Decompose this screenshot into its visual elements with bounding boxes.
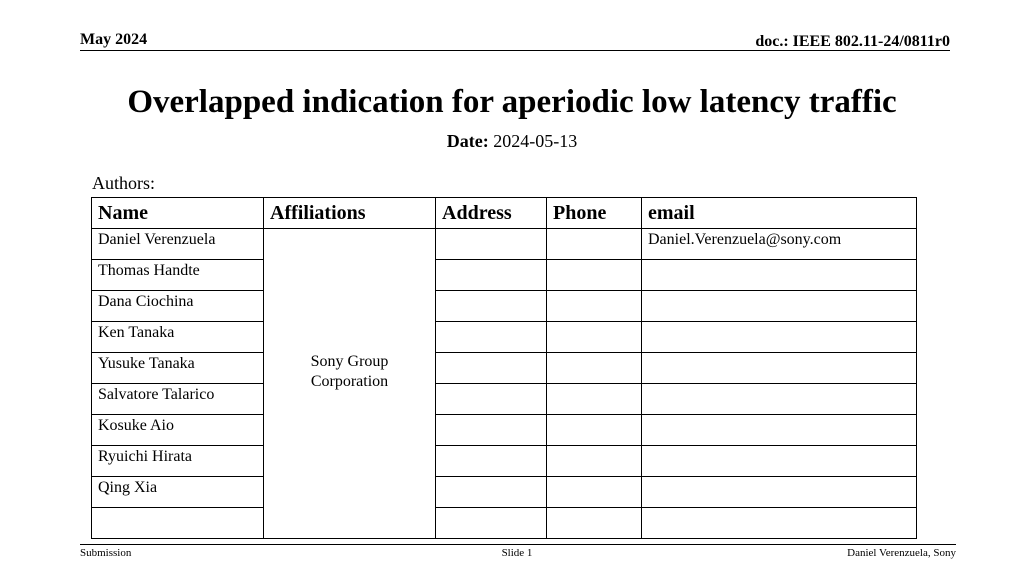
author-name-cell: Salvatore Talarico bbox=[92, 384, 264, 415]
author-name-cell: Ken Tanaka bbox=[92, 322, 264, 353]
address-cell bbox=[436, 229, 547, 260]
table-row bbox=[92, 291, 917, 322]
email-cell: Daniel.Verenzuela@sony.com bbox=[642, 229, 917, 260]
column-header-address: Address bbox=[436, 198, 547, 229]
phone-cell bbox=[547, 446, 642, 477]
table-row bbox=[92, 446, 917, 477]
address-cell bbox=[436, 353, 547, 384]
affiliation-cell: Sony Group Corporation bbox=[264, 229, 436, 539]
author-name-cell: Ryuichi Hirata bbox=[92, 446, 264, 477]
address-cell bbox=[436, 415, 547, 446]
date-value: 2024-05-13 bbox=[493, 131, 578, 151]
email-cell bbox=[642, 260, 917, 291]
table-row bbox=[92, 260, 917, 291]
email-cell bbox=[642, 291, 917, 322]
footer-slide-number: Slide 1 bbox=[501, 547, 533, 559]
email-cell bbox=[642, 384, 917, 415]
table-row bbox=[92, 353, 917, 384]
address-cell bbox=[436, 260, 547, 291]
authors-table-body bbox=[92, 229, 917, 539]
date-label: Date: bbox=[446, 131, 489, 151]
column-header-phone: Phone bbox=[547, 198, 642, 229]
header-doc-id: doc.: IEEE 802.11-24/0811r0 bbox=[755, 33, 950, 50]
table-row bbox=[92, 508, 917, 539]
table-row bbox=[92, 477, 917, 508]
table-row bbox=[92, 384, 917, 415]
footer-divider bbox=[80, 544, 956, 545]
author-name-cell: Thomas Handte bbox=[92, 260, 264, 291]
date-line bbox=[0, 131, 1024, 152]
slide-title: Overlapped indication for aperiodic low latency traffic bbox=[127, 84, 897, 120]
phone-cell bbox=[547, 291, 642, 322]
address-cell bbox=[436, 477, 547, 508]
phone-cell bbox=[547, 415, 642, 446]
header-date: May 2024 bbox=[80, 31, 148, 48]
address-cell bbox=[436, 291, 547, 322]
table-header-row bbox=[92, 198, 917, 229]
header-divider bbox=[80, 50, 950, 51]
author-name-cell bbox=[92, 508, 264, 539]
author-name-cell: Kosuke Aio bbox=[92, 415, 264, 446]
address-cell bbox=[436, 384, 547, 415]
address-cell bbox=[436, 446, 547, 477]
phone-cell bbox=[547, 229, 642, 260]
phone-cell bbox=[547, 260, 642, 291]
footer-author: Daniel Verenzuela, Sony bbox=[847, 547, 956, 559]
table-row bbox=[92, 322, 917, 353]
author-name-cell: Daniel Verenzuela bbox=[92, 229, 264, 260]
authors-label: Authors: bbox=[92, 173, 155, 193]
column-header-affiliations: Affiliations bbox=[264, 198, 436, 229]
author-name-cell: Dana Ciochina bbox=[92, 291, 264, 322]
table-row bbox=[92, 229, 917, 260]
address-cell bbox=[436, 508, 547, 539]
email-cell bbox=[642, 322, 917, 353]
phone-cell bbox=[547, 322, 642, 353]
email-cell bbox=[642, 477, 917, 508]
authors-table bbox=[91, 197, 917, 539]
address-cell bbox=[436, 322, 547, 353]
email-cell bbox=[642, 415, 917, 446]
author-name-cell: Qing Xia bbox=[92, 477, 264, 508]
column-header-email: email bbox=[642, 198, 917, 229]
email-cell bbox=[642, 446, 917, 477]
table-row bbox=[92, 415, 917, 446]
email-cell bbox=[642, 353, 917, 384]
phone-cell bbox=[547, 477, 642, 508]
author-name-cell: Yusuke Tanaka bbox=[92, 353, 264, 384]
phone-cell bbox=[547, 384, 642, 415]
footer-submission: Submission bbox=[80, 547, 132, 559]
column-header-name: Name bbox=[92, 198, 264, 229]
phone-cell bbox=[547, 353, 642, 384]
email-cell bbox=[642, 508, 917, 539]
phone-cell bbox=[547, 508, 642, 539]
